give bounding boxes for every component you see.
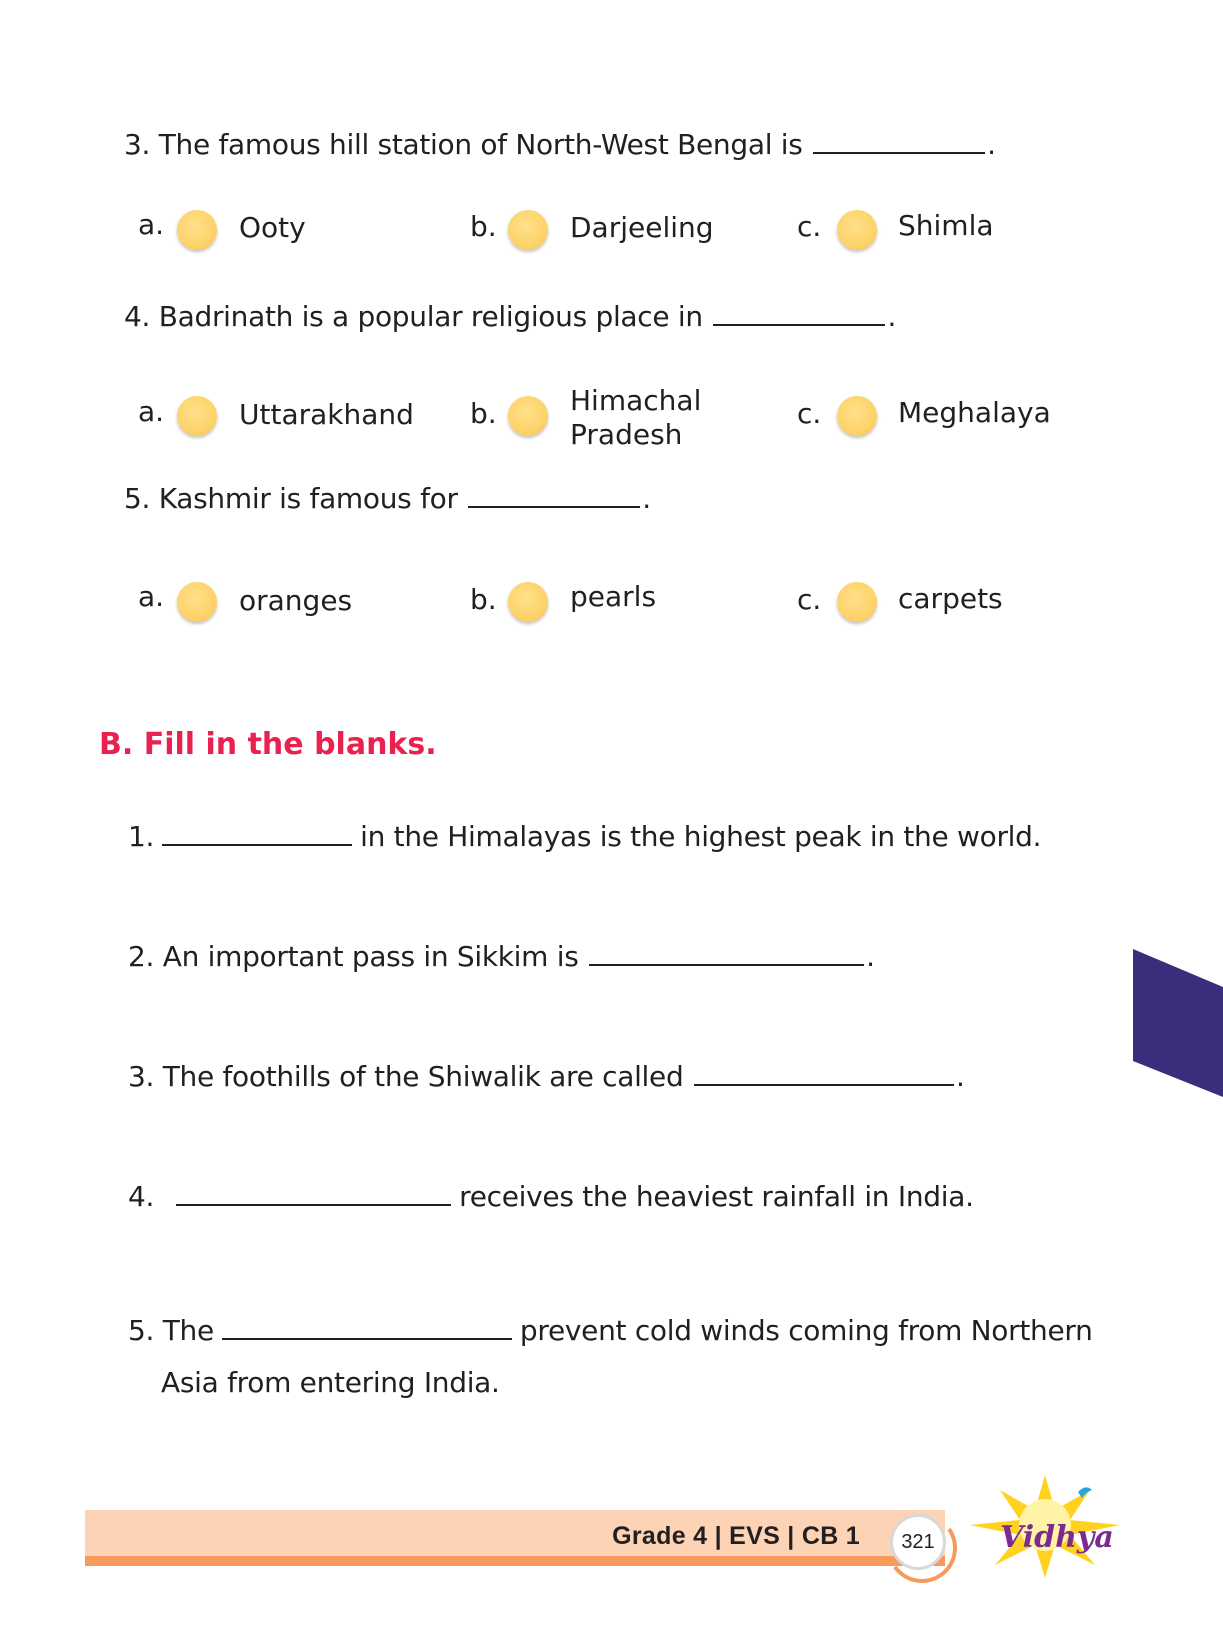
question-5: 5. Kashmir is famous for .	[124, 482, 651, 515]
option-radio-c[interactable]	[837, 210, 877, 250]
option-radio-b[interactable]	[508, 210, 548, 250]
option-letter: a.	[138, 208, 165, 241]
option-letter: a.	[138, 580, 165, 613]
option-radio-b[interactable]	[508, 396, 548, 436]
option-text: Uttarakhand	[239, 398, 414, 431]
option-radio-c[interactable]	[837, 396, 877, 436]
fill-blank-2: 2. An important pass in Sikkim is .	[128, 940, 875, 973]
option-text: Meghalaya	[898, 396, 1051, 429]
option-radio-a[interactable]	[177, 582, 217, 622]
page-number	[890, 1514, 946, 1570]
fill-blank-5: 5. The prevent cold winds coming from Northern	[128, 1314, 1093, 1347]
option-text: Ooty	[239, 211, 306, 244]
option-letter: c.	[797, 397, 822, 430]
option-radio-b[interactable]	[508, 582, 548, 622]
answer-blank[interactable]	[176, 1180, 451, 1206]
option-text: carpets	[898, 582, 1003, 615]
page-number-text: 321	[901, 1530, 935, 1553]
answer-blank[interactable]	[468, 482, 640, 508]
option-letter: c.	[797, 210, 822, 243]
answer-blank[interactable]	[694, 1060, 954, 1086]
question-4: 4. Badrinath is a popular religious place in .	[124, 300, 897, 333]
answer-blank[interactable]	[222, 1314, 512, 1340]
fill-blank-1: 1. in the Himalayas is the highest peak in the world.	[128, 820, 1042, 853]
option-text: pearls	[570, 580, 657, 613]
option-letter: b.	[470, 210, 497, 243]
question-3: 3. The famous hill station of North-West Bengal is .	[124, 128, 996, 161]
footer-label: Grade 4 | EVS | CB 1	[612, 1522, 860, 1550]
side-tab-marker	[1133, 949, 1223, 1097]
answer-blank[interactable]	[589, 940, 864, 966]
answer-blank[interactable]	[713, 300, 885, 326]
option-text-line: Pradesh	[570, 418, 683, 451]
option-letter: b.	[470, 397, 497, 430]
logo-text: Vidhya	[1000, 1520, 1114, 1555]
option-radio-a[interactable]	[177, 396, 217, 436]
fill-blank-5-line2: Asia from entering India.	[161, 1366, 500, 1399]
side-tab-shape	[1133, 949, 1223, 1097]
option-letter: c.	[797, 583, 822, 616]
option-text-line: Himachal	[570, 384, 702, 417]
answer-blank[interactable]	[162, 820, 352, 846]
option-letter: b.	[470, 583, 497, 616]
option-radio-a[interactable]	[177, 210, 217, 250]
footer-strip	[85, 1556, 945, 1566]
option-radio-c[interactable]	[837, 582, 877, 622]
section-title: B. Fill in the blanks.	[99, 727, 437, 762]
option-text: Shimla	[898, 209, 994, 242]
footer-bar	[85, 1510, 945, 1566]
answer-blank[interactable]	[813, 128, 985, 154]
option-text: oranges	[239, 584, 353, 617]
option-letter: a.	[138, 395, 165, 428]
fill-blank-3: 3. The foothills of the Shiwalik are called .	[128, 1060, 965, 1093]
fill-blank-4: 4. receives the heaviest rainfall in India.	[128, 1180, 974, 1213]
option-text	[570, 384, 701, 452]
option-text: Darjeeling	[570, 211, 714, 244]
